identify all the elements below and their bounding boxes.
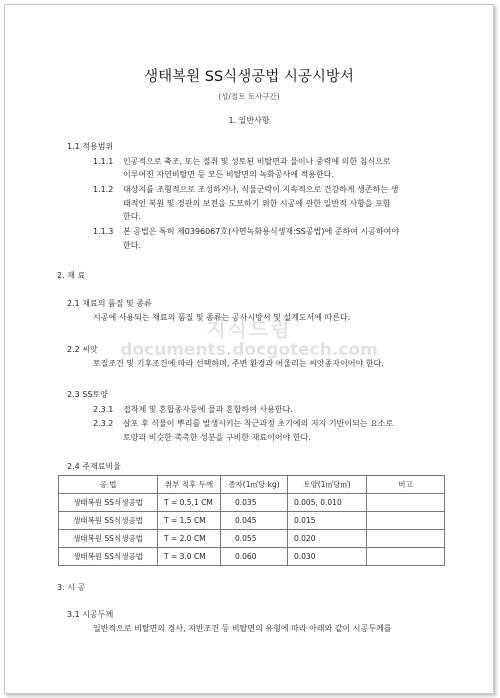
section-2-heading: 2. 재 료 — [57, 271, 86, 280]
document-subtitle: (성/절토 토사구간) — [218, 92, 280, 101]
table-header-row — [59, 476, 445, 494]
table-cell: 0.035 — [221, 494, 288, 512]
document-title: 생태복원 SS식생공법 시공시방서 — [144, 69, 354, 85]
table-cell: 생태복원 SS식생공법 — [59, 512, 158, 530]
subsection-2-2-text: 토질조건 및 기후조건에 따라 선택하며, 주변 환경과 어울리는 씨앗종자이어야 한다. — [93, 359, 384, 368]
subsection-3-1-text: 일반적으로 비탈면의 경사, 지반조건 등 비탈면의 유형에 따라 아래와 같이 시공두께를 — [93, 624, 392, 633]
subsection-2-1-text: 시공에 사용되는 재료의 품질 및 종류는 공사시방서 및 설계도서에 따른다. — [93, 313, 351, 322]
document-page — [4, 4, 494, 694]
item-2-3-2-line: 토양과 비슷한 촉촉한 성분을 구비한 재료이어야 한다. — [123, 433, 311, 442]
table-cell — [367, 548, 445, 566]
section-1-heading: 1. 일반사항 — [228, 116, 270, 125]
table-cell: 0.020 — [288, 530, 367, 548]
subsection-1-1-label: 1.1 적용범위 — [67, 142, 114, 151]
watermark-title: 지식드림 — [206, 317, 292, 341]
table-row — [59, 530, 445, 548]
table-cell: T = 3.0 CM — [158, 548, 221, 566]
table-cell: 생태복원 SS식생공법 — [59, 494, 158, 512]
table-cell: T = 1.5 CM — [158, 512, 221, 530]
table-row — [59, 494, 445, 512]
table-header-cell: 취부 직후 두께 — [158, 476, 221, 494]
item-2-3-1-line: 접착제 및 혼합종자등에 물과 혼합하여 사용한다. — [123, 405, 293, 414]
item-1-1-2-num: 1.1.2 — [93, 185, 114, 194]
item-2-3-1-num: 2.3.1 — [93, 405, 114, 414]
watermark-url: documents.docgotech.com — [120, 340, 378, 360]
table-cell: 0.005, 0.010 — [288, 494, 367, 512]
item-1-1-3-line: 한다. — [123, 241, 141, 250]
subsection-2-2-label: 2.2 씨앗 — [67, 345, 98, 354]
item-1-1-2-line: 태적인 복원 및 경관의 보전을 도모하기 위한 시공에 관한 일반적 사항을 포함 — [123, 199, 391, 208]
item-1-1-2-line: 대상지를 조형적으로 조성하거나, 식물군락이 지속적으로 건강하게 생존하는 생 — [123, 185, 399, 194]
item-2-3-2-num: 2.3.2 — [93, 419, 114, 428]
table-cell: T = 0.5,1 CM — [158, 494, 221, 512]
table-cell: 생태복원 SS식생공법 — [59, 530, 158, 548]
subsection-2-1-label: 2.1 재료의 품질 및 종류 — [67, 299, 152, 308]
table-header-cell: 종자(1㎡당 kg) — [221, 476, 288, 494]
table-row — [59, 548, 445, 566]
table-cell: 0.030 — [288, 548, 367, 566]
item-1-1-3-line: 본 공법은 특허 제0396067호(사면녹화용식생재:SS공법)에 준하여 시공하여야 — [123, 227, 400, 236]
table-cell: T = 2.0 CM — [158, 530, 221, 548]
table-header-cell: 비고 — [367, 476, 445, 494]
table-cell — [367, 530, 445, 548]
subsection-2-3-label: 2.3 SS토양 — [67, 390, 108, 399]
section-3-heading: 3. 시 공 — [57, 583, 86, 592]
item-1-1-1-line: 인공적으로 축조, 또는 절취 및 성토된 비탈면과 물이나 중력에 의한 침식으로 — [123, 157, 391, 166]
table-cell: 0.060 — [221, 548, 288, 566]
material-ratio-table — [58, 475, 445, 566]
item-1-1-3-num: 1.1.3 — [93, 227, 114, 236]
table-cell: 생태복원 SS식생공법 — [59, 548, 158, 566]
table-cell: 0.055 — [221, 530, 288, 548]
table-row — [59, 512, 445, 530]
table-header-cell: 토양(1㎡당㎥) — [288, 476, 367, 494]
table-cell — [367, 512, 445, 530]
table-cell — [367, 494, 445, 512]
item-1-1-1-num: 1.1.1 — [93, 157, 114, 166]
subsection-2-4-label: 2.4 주재료비율 — [67, 462, 121, 471]
item-2-3-2-line: 살포 후 식물이 뿌리를 발생시키는 착근과정 초기에의 지지 기반이되는 요소로 — [123, 419, 394, 428]
subsection-3-1-label: 3.1 시공두께 — [67, 610, 114, 619]
item-1-1-2-line: 한다. — [123, 212, 141, 221]
table-cell: 0.015 — [288, 512, 367, 530]
table-cell: 0.045 — [221, 512, 288, 530]
item-1-1-1-line: 이루어진 자연비탈면 등 모든 비탈면의 녹화공사에 적용한다. — [123, 170, 334, 179]
table-header-cell: 공 법 — [59, 476, 158, 494]
